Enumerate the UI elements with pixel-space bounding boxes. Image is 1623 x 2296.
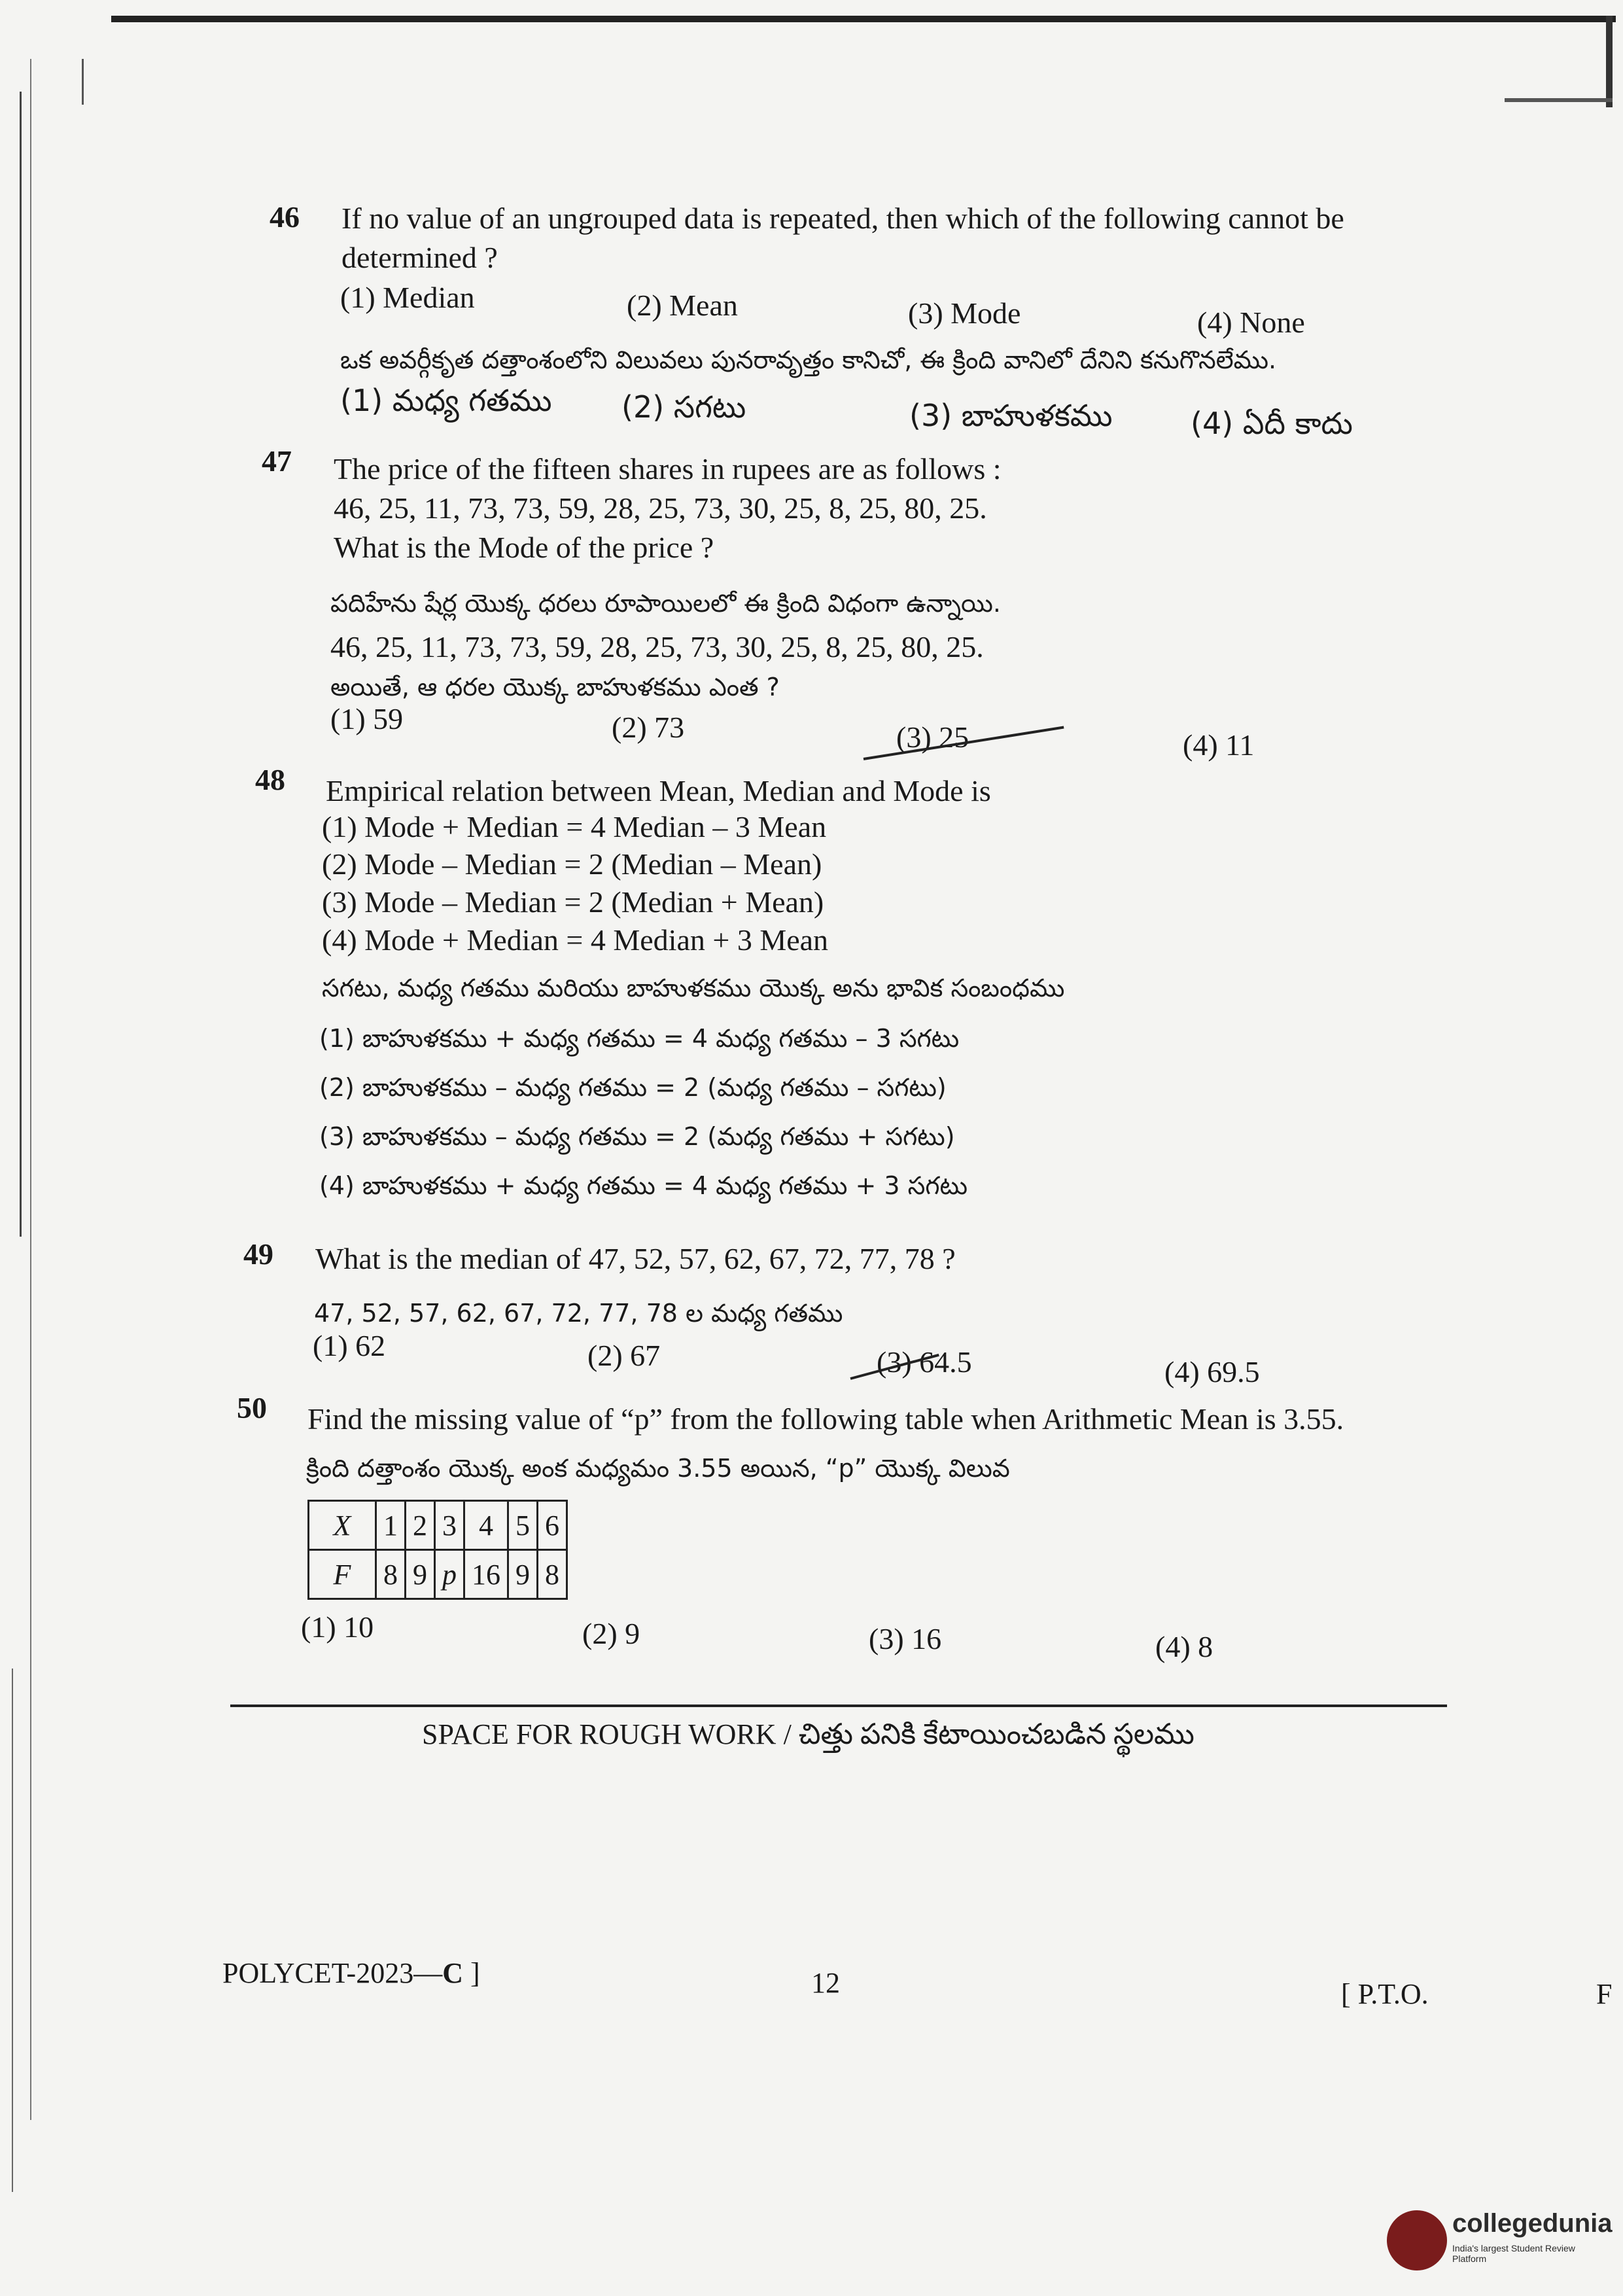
data-table: [307, 1500, 568, 1600]
option-3: (3) 64.5: [877, 1345, 972, 1379]
option-4: (4) 69.5: [1164, 1355, 1260, 1388]
option-3-telugu: (3) బాహుళకము: [909, 398, 1113, 433]
question-number: 49: [243, 1237, 273, 1271]
table-cell: 8: [538, 1550, 567, 1599]
table-cell: 5: [508, 1501, 538, 1550]
question-text: What is the Mode of the price ?: [334, 531, 714, 564]
pto-label: [ P.T.O.: [1341, 1978, 1429, 2010]
edge-letter: F: [1596, 1978, 1613, 2010]
question-text: What is the median of 47, 52, 57, 62, 67, 72, 77, 78 ?: [315, 1242, 956, 1275]
option-3-telugu: (3) బాహుళకము – మధ్య గతము = 2 (మధ్య గతము + సగటు): [319, 1122, 955, 1151]
option-1: (1) 62: [313, 1329, 386, 1362]
question-text-telugu: సగటు, మధ్య గతము మరియు బాహుళకము యొక్క అను భావిక సంబంధము: [322, 974, 1065, 1002]
table-cell: 8: [376, 1550, 406, 1599]
question-text: 46, 25, 11, 73, 73, 59, 28, 25, 73, 30, 25, 8, 25, 80, 25.: [334, 491, 987, 525]
option-2: (2) 67: [587, 1339, 661, 1372]
option-3: (3) Mode – Median = 2 (Median + Mean): [322, 885, 824, 919]
table-cell: 6: [538, 1501, 567, 1550]
option-2-telugu: (2) సగటు: [621, 389, 746, 425]
rough-work-divider: [230, 1704, 1447, 1707]
collegedunia-logo: [1387, 2205, 1613, 2277]
question-number: 48: [255, 763, 285, 796]
logo-tagline: India's largest Student Review Platform: [1452, 2243, 1575, 2264]
option-3: (3) 25: [896, 720, 969, 754]
option-1-telugu: (1) మధ్య గతము: [340, 383, 552, 418]
table-cell: 2: [406, 1501, 435, 1550]
question-number: 47: [262, 444, 292, 478]
exam-code-letter: C: [442, 1957, 463, 1989]
table-cell: 1: [376, 1501, 406, 1550]
logo-icon: [1387, 2210, 1447, 2270]
question-text-telugu: పదిహేను షేర్ల యొక్క ధరలు రూపాయిలలో ఈ క్రింది విధంగా ఉన్నాయి.: [330, 589, 1001, 618]
option-1: (1) 10: [301, 1610, 374, 1644]
scan-edge: [20, 92, 22, 1237]
page-number: 12: [811, 1967, 840, 1999]
top-shade: [1505, 98, 1613, 102]
option-1-telugu: (1) బాహుళకము + మధ్య గతము = 4 మధ్య గతము – 3 సగటు: [319, 1024, 960, 1053]
option-1: (1) Median: [340, 281, 475, 314]
option-2: (2) Mode – Median = 2 (Median – Mean): [322, 847, 822, 881]
question-text: Empirical relation between Mean, Median and Mode is: [326, 774, 991, 807]
option-2: (2) 9: [582, 1617, 640, 1650]
top-border: [111, 16, 1616, 22]
scan-edge: [82, 59, 84, 105]
exam-code-suffix: ]: [463, 1957, 480, 1989]
option-4-telugu: (4) బాహుళకము + మధ్య గతము = 4 మధ్య గతము + 3 సగటు: [319, 1171, 968, 1200]
top-border-right: [1606, 16, 1613, 107]
option-3: (3) Mode: [908, 296, 1021, 330]
table-cell: 4: [464, 1501, 508, 1550]
exam-code: [222, 1956, 480, 1990]
question-text-telugu: 46, 25, 11, 73, 73, 59, 28, 25, 73, 30, 25, 8, 25, 80, 25.: [330, 630, 984, 663]
scan-edge: [30, 59, 31, 2120]
table-row: [309, 1550, 567, 1599]
option-3: (3) 16: [869, 1622, 942, 1655]
question-text: The price of the fifteen shares in rupees are as follows :: [334, 452, 1002, 486]
logo-name: collegedunia: [1452, 2209, 1613, 2238]
option-2-telugu: (2) బాహుళకము – మధ్య గతము = 2 (మధ్య గతము – సగటు): [319, 1073, 947, 1102]
option-4: (4) 11: [1183, 728, 1255, 762]
table-cell: 9: [508, 1550, 538, 1599]
option-1: (1) Mode + Median = 4 Median – 3 Mean: [322, 810, 827, 843]
table-cell: 16: [464, 1550, 508, 1599]
scan-edge: [12, 1669, 13, 2192]
question-text: determined ?: [341, 241, 498, 274]
question-text-telugu: 47, 52, 57, 62, 67, 72, 77, 78 ల మధ్య గతము: [314, 1299, 843, 1328]
question-text: Find the missing value of “p” from the following table when Arithmetic Mean is 3.55.: [307, 1402, 1344, 1436]
table-cell: 3: [435, 1501, 464, 1550]
option-4: (4) Mode + Median = 4 Median + 3 Mean: [322, 923, 829, 957]
option-4-telugu: (4) ఏదీ కాదు: [1191, 406, 1353, 441]
table-cell: X: [309, 1501, 376, 1550]
question-number: 50: [237, 1391, 267, 1424]
table-cell: 9: [406, 1550, 435, 1599]
rough-work-label: SPACE FOR ROUGH WORK / చిత్తు పనికి కేటాయించబడిన స్థలము: [422, 1718, 1195, 1750]
table-cell: F: [309, 1550, 376, 1599]
option-2: (2) 73: [612, 711, 685, 744]
question-text-telugu: అయితే, ఆ ధరల యొక్క బాహుళకము ఎంత ?: [330, 673, 780, 701]
option-4: (4) None: [1197, 306, 1305, 339]
option-4: (4) 8: [1155, 1630, 1213, 1663]
option-2: (2) Mean: [627, 289, 738, 322]
question-text-telugu: ఒక అవర్గీకృత దత్తాంశంలోని విలువలు పునరావృత్తం కానిచో, ఈ క్రింది వానిలో దేనిని కనుగొనలేము.: [340, 345, 1277, 374]
table-row: [309, 1501, 567, 1550]
exam-code-prefix: POLYCET-2023—: [222, 1957, 443, 1989]
question-number: 46: [270, 200, 300, 234]
option-1: (1) 59: [330, 702, 404, 735]
table-cell: p: [435, 1550, 464, 1599]
question-text-telugu: క్రింది దత్తాంశం యొక్క అంక మధ్యమం 3.55 అయిన, “p” యొక్క విలువ: [306, 1454, 1010, 1483]
question-text: If no value of an ungrouped data is repeated, then which of the following cannot be: [341, 202, 1344, 235]
